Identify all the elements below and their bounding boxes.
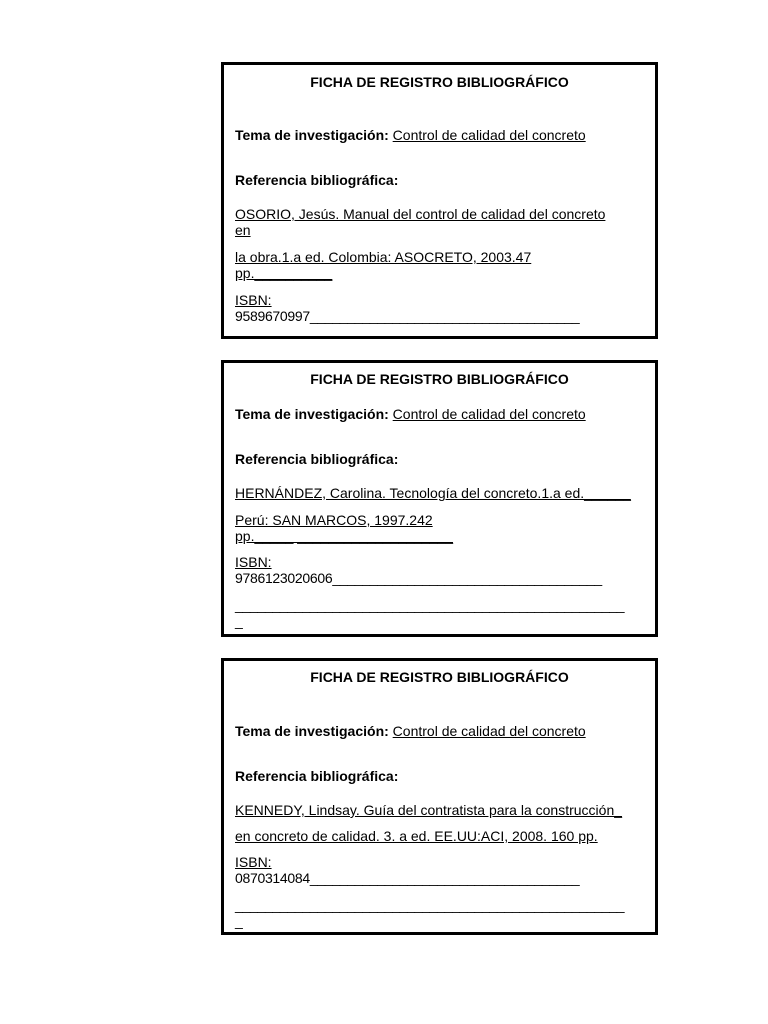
topic-value: Control de calidad del concreto — [392, 406, 586, 422]
card-title: FICHA DE REGISTRO BIBLIOGRÁFICO — [310, 74, 569, 90]
reference-line: KENNEDY, Lindsay. Guía del contratista para la construcción_ — [235, 802, 623, 818]
reference-label: Referencia bibliográfica: — [235, 768, 399, 784]
reference-line: Perú: SAN MARCOS, 1997.242 — [235, 512, 433, 528]
reference-line: HERNÁNDEZ, Carolina. Tecnología del concreto.1.a ed.______ — [235, 485, 631, 501]
isbn-value: 0870314084____________________________________ — [235, 870, 580, 886]
topic-line — [235, 406, 586, 422]
isbn-value: 9786123020606____________________________________ — [235, 570, 602, 586]
blank-rule: ____________________________________________________ — [235, 897, 625, 913]
reference-label: Referencia bibliográfica: — [235, 451, 399, 467]
blank-rule: _ — [235, 913, 243, 929]
blank-rule: _ — [235, 613, 243, 629]
bibliographic-card-3 — [221, 658, 658, 935]
topic-line — [235, 127, 586, 143]
topic-value: Control de calidad del concreto — [392, 723, 586, 739]
isbn-label: ISBN: — [235, 854, 272, 870]
isbn-label: ISBN: — [235, 292, 272, 308]
card-title: FICHA DE REGISTRO BIBLIOGRÁFICO — [310, 371, 569, 387]
reference-line: OSORIO, Jesús. Manual del control de calidad del concreto — [235, 206, 606, 222]
topic-label: Tema de investigación: — [235, 723, 389, 739]
isbn-value: 9589670997____________________________________ — [235, 308, 580, 324]
reference-line: en concreto de calidad. 3. a ed. EE.UU:ACI, 2008. 160 pp. — [235, 828, 598, 844]
reference-line: pp.__________ — [235, 265, 333, 281]
topic-label: Tema de investigación: — [235, 127, 389, 143]
card-title: FICHA DE REGISTRO BIBLIOGRÁFICO — [310, 669, 569, 685]
topic-line — [235, 723, 586, 739]
topic-value: Control de calidad del concreto — [392, 127, 586, 143]
blank-rule: ____________________________________________________ — [235, 597, 625, 613]
reference-label: Referencia bibliográfica: — [235, 172, 399, 188]
isbn-label: ISBN: — [235, 554, 272, 570]
bibliographic-card-2 — [221, 360, 658, 637]
reference-line: pp._____ ____________________ — [235, 528, 454, 544]
reference-line: en — [235, 222, 251, 238]
reference-line: la obra.1.a ed. Colombia: ASOCRETO, 2003.47 — [235, 249, 532, 265]
topic-label: Tema de investigación: — [235, 406, 389, 422]
bibliographic-card-1 — [221, 62, 658, 339]
